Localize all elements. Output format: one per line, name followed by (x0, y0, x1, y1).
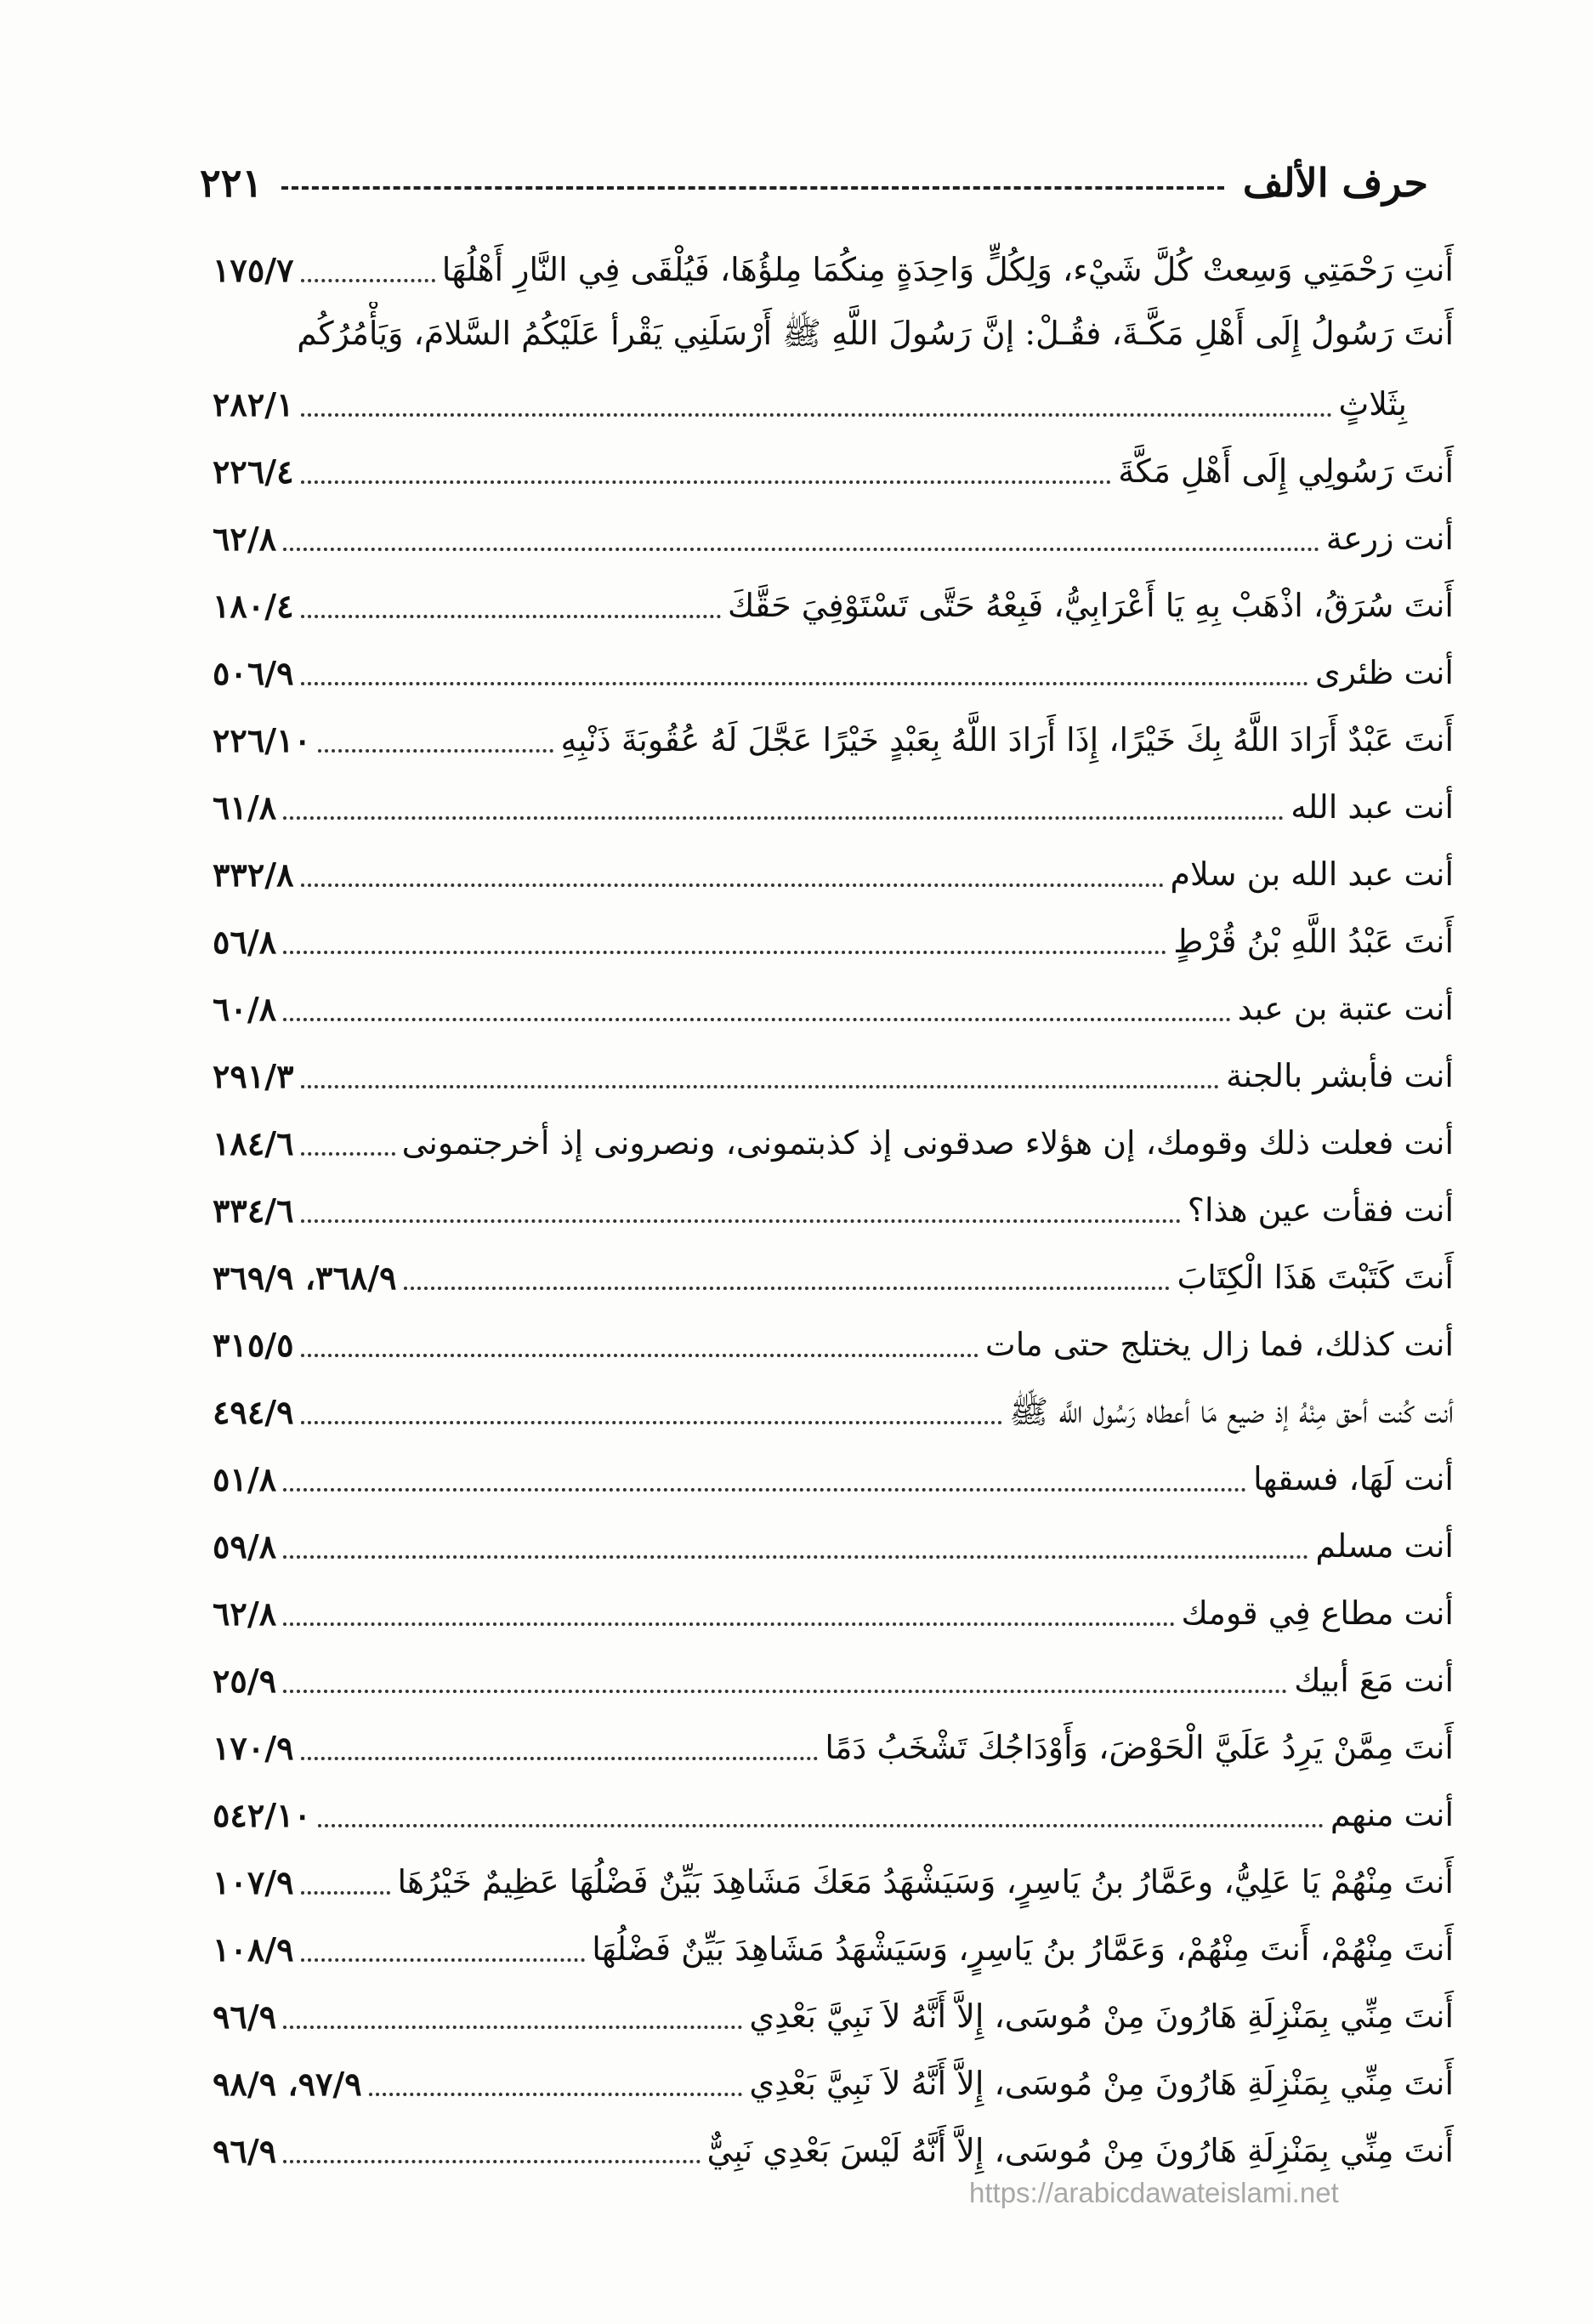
leader-dots (301, 682, 1309, 685)
entry-text: أَنتَ عَبْدٌ أَرَادَ اللَّهُ بِكَ خَيْرًا، إِذَا أَرَادَ اللَّهُ بِعَبْدٍ خَيْرًا عَجَّلَ لَهُ عُقُوبَةَ ذَنْبِهِ (560, 721, 1454, 759)
index-entry (213, 2048, 1454, 2116)
leader-dots (301, 1891, 391, 1895)
leader-dots (283, 1488, 1246, 1492)
watermark-url: https://arabicdawateislami.net (969, 2177, 1339, 2208)
entry-reference: ٤٩٤/٩ (213, 1393, 294, 1432)
entry-text: أنت ظئرى (1315, 654, 1454, 692)
leader-dots (301, 1757, 819, 1760)
entry-reference: ٥٤٢/١٠ (213, 1796, 311, 1835)
entry-text-continuation: بِثَلاثٍ (1338, 385, 1407, 423)
entry-reference: ٥٠٦/٩ (213, 654, 294, 693)
chapter-title: حرف الألف (1242, 160, 1428, 206)
entry-reference: ٦٢/٨ (213, 1594, 277, 1634)
leader-dots (301, 413, 1332, 417)
entry-text: أَنتِ رَحْمَتِي وَسِعتْ كُلَّ شَيْء، وَلِكُلٍّ وَاحِدَةٍ مِنكُمَا مِلؤُهَا، فَيُلْقَى فِي النَّارِ أَهْلُهَا (441, 251, 1454, 289)
leader-dots (283, 548, 1319, 551)
entry-reference: ٣٣٢/٨ (213, 855, 294, 895)
index-entry (213, 1578, 1454, 1645)
entry-text: أَنتَ مِمَّنْ يَرِدُ عَلَيَّ الْحَوْضَ، وَأَوْدَاجُكَ تَشْخَبُ دَمًا (825, 1729, 1454, 1767)
entry-reference: ٢٢٦/٤ (213, 452, 294, 492)
index-entry (213, 638, 1454, 705)
leader-dots (301, 1421, 1003, 1424)
leader-dots (301, 1354, 979, 1357)
entry-text: أنت منهم (1330, 1796, 1454, 1834)
index-entry (213, 571, 1454, 638)
leader-dots (301, 1219, 1181, 1223)
entry-reference: ١٧٥/٧ (213, 251, 294, 290)
entry-reference: ١٨٤/٦ (213, 1124, 294, 1163)
index-entry (213, 1175, 1454, 1242)
header-dashed-rule (281, 186, 1224, 190)
entry-reference: ٥١/٨ (213, 1460, 277, 1499)
leader-dots (369, 2093, 743, 2096)
index-entries (213, 235, 1454, 2183)
index-entry (213, 1108, 1454, 1175)
leader-dots (301, 615, 721, 618)
entry-text: أنت كُنت أحق مِنْهُ إذ ضيع مَا أعطاه رَسُول اللَّه ﷺ (1009, 1393, 1454, 1431)
entry-reference: ٢٩١/٣ (213, 1057, 294, 1096)
entry-reference: ٥٦/٨ (213, 923, 277, 962)
entry-text: أنت مسلم (1315, 1527, 1454, 1565)
entry-reference: ٣٣٤/٦ (213, 1191, 294, 1230)
index-entry (213, 705, 1454, 772)
leader-dots (283, 816, 1284, 820)
index-entry (213, 1444, 1454, 1511)
entry-text: أَنتَ رَسُولِي إِلَى أَهْلِ مَكَّةَ (1118, 452, 1454, 491)
index-entry (213, 772, 1454, 839)
entry-reference: ٢٢٦/١٠ (213, 721, 311, 760)
leader-dots (318, 749, 554, 753)
entry-text: أَنتَ كَتَبْتَ هَذَا الْكِتَابَ (1177, 1259, 1454, 1297)
entry-reference: ٩٦/٩ (213, 2132, 277, 2171)
entry-reference: ١٠٧/٩ (213, 1863, 294, 1902)
entry-text: أَنتَ مِنِّي بِمَنْزِلَةِ هَارُونَ مِنْ مُوسَى، إِلاَّ أَنَّهُ لاَ نَبِيَّ بَعْدِي (749, 1997, 1454, 2036)
entry-text: أَنتَ مِنِّي بِمَنْزِلَةِ هَارُونَ مِنْ مُوسَى، إِلاَّ أَنَّهُ لَيْسَ بَعْدِي نَبِيٌّ (706, 2132, 1454, 2170)
entry-reference: ٦٢/٨ (213, 520, 277, 559)
leader-dots (301, 884, 1164, 887)
leader-dots (301, 1152, 395, 1156)
leader-dots (283, 951, 1166, 954)
entry-reference: ٩٧/٩، ٩٨/٩ (213, 2065, 362, 2104)
entry-text: أَنتَ عَبْدُ اللَّهِ بْنُ قُرْطٍ (1173, 923, 1454, 961)
leader-dots (301, 480, 1112, 484)
entry-text: أَنتَ مِنِّي بِمَنْزِلَةِ هَارُونَ مِنْ مُوسَى، إِلاَّ أَنَّهُ لاَ نَبِيَّ بَعْدِي (749, 2065, 1454, 2103)
entry-text: أنت زرعة (1325, 520, 1454, 558)
entry-reference: ٦٠/٨ (213, 990, 277, 1029)
entry-reference: ٢٨٢/١ (213, 385, 294, 424)
leader-dots (301, 1085, 1220, 1088)
leader-dots (404, 1287, 1171, 1290)
entry-text: أنت فعلت ذلك وقومك، إن هؤلاء صدقونى إذ كذبتمونى، ونصرونى إذ أخرجتمونى (401, 1124, 1454, 1162)
index-entry (213, 1981, 1454, 2048)
leader-dots (301, 1958, 586, 1962)
leader-dots (283, 2026, 742, 2029)
index-entry (213, 1780, 1454, 1847)
index-entry (213, 2116, 1454, 2183)
entry-text: أَنتَ رَسُولُ إِلَى أَهْلِ مَكَّـةَ، فقُـلْ: إنَّ رَسُولَ اللَّهِ ﷺ أَرْسَلَنِي يَقْرأ عَلَيْكُمُ السَّلامَ، وَيَأْمُرُكُم (297, 315, 1454, 352)
entry-reference: ٥٩/٨ (213, 1527, 277, 1566)
index-entry (213, 1041, 1454, 1108)
leader-dots (283, 2160, 700, 2163)
leader-dots (283, 1555, 1308, 1559)
entry-reference: ٢٥/٩ (213, 1662, 277, 1701)
leader-dots (283, 1690, 1287, 1693)
index-entry (213, 235, 1454, 302)
index-entry (213, 974, 1454, 1041)
entry-text: أَنتَ مِنْهُمْ، أَنتَ مِنْهُمْ، وَعَمَّارُ بنُ يَاسِرٍ، وَسَيَشْهَدُ مَشَاهِدَ بَيِّنٌ فَضْلُهَا (592, 1930, 1454, 1969)
entry-reference: ١٧٠/٩ (213, 1729, 294, 1768)
index-entry (213, 839, 1454, 906)
entry-reference: ٩٦/٩ (213, 1997, 277, 2037)
entry-reference: ١٠٨/٩ (213, 1930, 294, 1969)
entry-text: أَنتَ سُرَقُ، اذْهَبْ بِهِ يَا أَعْرَابِيُّ، فَبِعْهُ حَتَّى تَسْتَوْفِيَ حَقَّكَ (727, 587, 1454, 625)
index-entry (213, 1914, 1454, 1981)
index-entry (213, 1377, 1454, 1444)
index-entry (213, 1511, 1454, 1578)
entry-text: أنت عبد الله بن سلام (1170, 855, 1454, 894)
index-entry (213, 1847, 1454, 1914)
leader-dots (318, 1824, 1324, 1827)
index-entry (213, 436, 1454, 503)
entry-reference: ٦١/٨ (213, 788, 277, 827)
index-entry (213, 906, 1454, 974)
entry-reference: ١٨٠/٤ (213, 587, 294, 626)
page-number: ٢٢١ (200, 160, 264, 206)
entry-text: أنت لَهَا، فسقها (1253, 1460, 1454, 1498)
entry-text: أَنتَ مِنْهُمْ يَا عَلِيُّ، وعَمَّارُ بنُ يَاسِرٍ، وَسَيَشْهَدُ مَعَكَ مَشَاهِدَ بَيِّنٌ فَضْلُهَا عَظِيمٌ خَيْرُهَا (397, 1863, 1454, 1901)
entry-reference: ٣١٥/٥ (213, 1326, 294, 1365)
leader-dots (283, 1018, 1231, 1021)
index-entry (213, 302, 1454, 436)
index-entry (213, 1713, 1454, 1780)
entry-text: أنت مطاع فِي قومك (1181, 1594, 1454, 1633)
leader-dots (283, 1622, 1174, 1626)
entry-text: أنت عبد الله (1291, 788, 1454, 827)
entry-text: أنت مَعَ أبيك (1294, 1662, 1454, 1700)
index-entry (213, 503, 1454, 571)
entry-text: أنت فقأت عين هذا؟ (1187, 1191, 1454, 1230)
entry-text: أنت فأبشر بالجنة (1226, 1057, 1454, 1095)
index-entry (213, 1242, 1454, 1310)
page-header (200, 149, 1428, 217)
leader-dots (301, 279, 435, 282)
entry-text: أنت عتبة بن عبد (1237, 990, 1454, 1028)
entry-continuation-line (213, 369, 1454, 436)
index-entry (213, 1310, 1454, 1377)
index-entry (213, 1645, 1454, 1713)
entry-text: أنت كذلك، فما زال يختلج حتى مات (984, 1326, 1454, 1364)
entry-reference: ٣٦٨/٩، ٣٦٩/٩ (213, 1259, 397, 1298)
